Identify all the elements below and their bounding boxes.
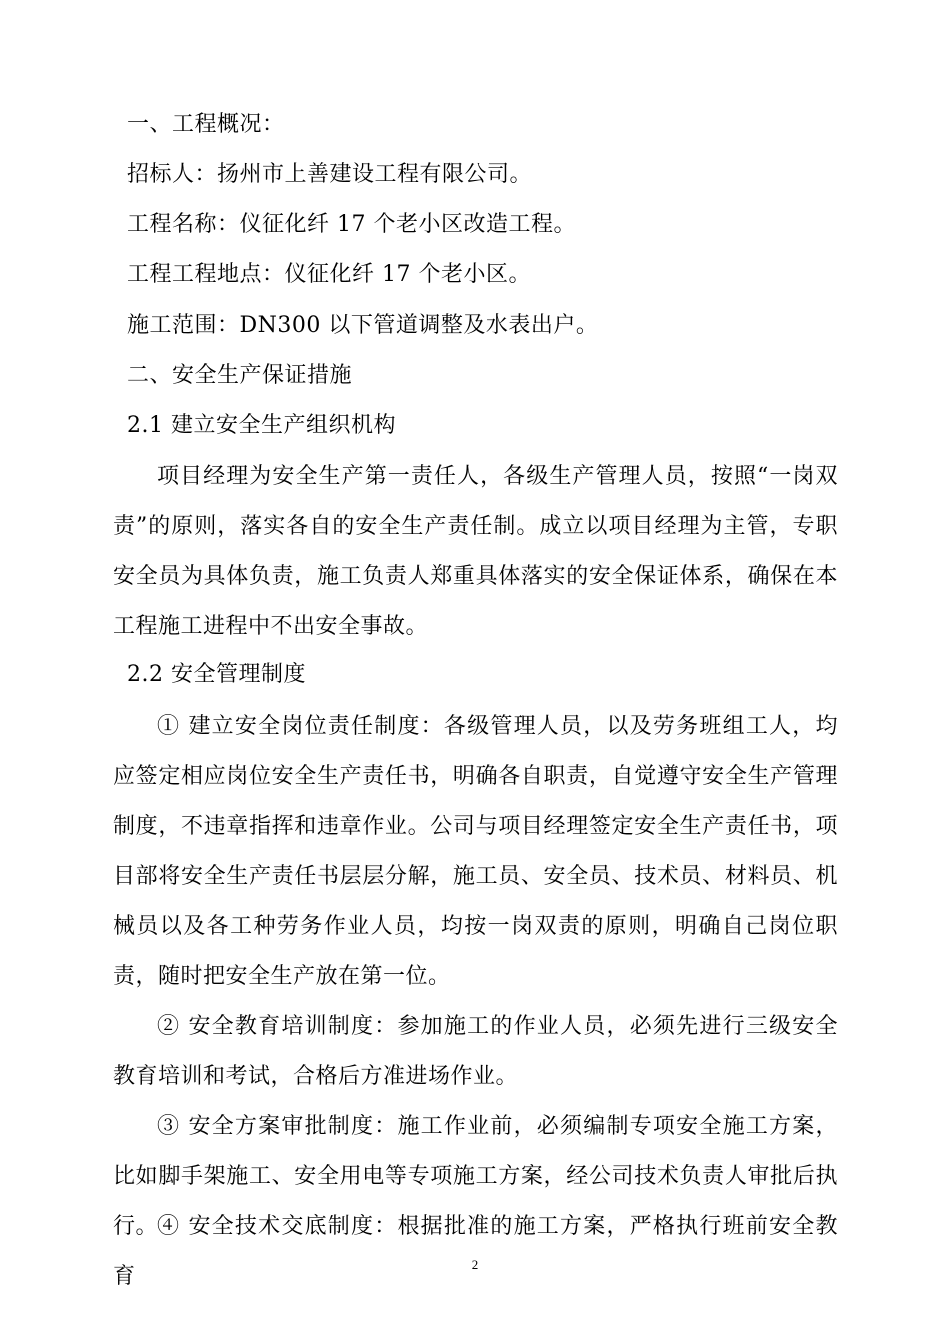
project-name-line: 工程名称：仪征化纤 17 个老小区改造工程。 [127, 212, 576, 237]
construction-scope-line: 施工范围：DN300 以下管道调整及水表出户。 [127, 313, 599, 338]
overview-heading: 一、工程概况： [127, 112, 285, 137]
item-3-paragraph: ③ 安全方案审批制度：施工作业前，必须编制专项安全施工方案，比如脚手架施工、安全用电等专项施工方案，经公司技术负责人审批后执行。 [113, 1114, 838, 1239]
section-2-1-heading: 2.1 建立安全生产组织机构 [127, 413, 396, 438]
page-number: 2 [471, 1257, 479, 1272]
safety-measures-heading: 二、安全生产保证措施 [127, 363, 353, 388]
item-4-paragraph: ④ 安全技术交底制度：根据批准的施工方案，严格执行班前安全教育 [113, 1214, 838, 1289]
section-2-1-paragraph: 项目经理为安全生产第一责任人，各级生产管理人员，按照“一岗双责”的原则，落实各自的安全生产责任制。成立以项目经理为主管，专职安全员为具体负责，施工负责人郑重具体落实的安全保证体系，确保在本工程施工进程中不出安全事故。 [113, 464, 838, 639]
tenderer-line: 招标人：扬州市上善建设工程有限公司。 [127, 162, 533, 187]
item-1-paragraph: ① 建立安全岗位责任制度：各级管理人员，以及劳务班组工人，均应签定相应岗位安全生产责任书，明确各自职责，自觉遵守安全生产管理制度，不违章指挥和违章作业。公司与项目经理签定安全生产责任书，项目部将安全生产责任书层层分解，施工员、安全员、技术员、材料员、机械员以及各工种劳务作业人员，均按一岗双责的原则，明确自己岗位职责，随时把安全生产放在第一位。 [113, 714, 838, 989]
project-location-line: 工程工程地点：仪征化纤 17 个老小区。 [127, 262, 531, 287]
item-2-paragraph: ② 安全教育培训制度：参加施工的作业人员，必须先进行三级安全教育培训和考试，合格后方准进场作业。 [113, 1014, 838, 1089]
section-2-2-heading: 2.2 安全管理制度 [127, 662, 306, 687]
